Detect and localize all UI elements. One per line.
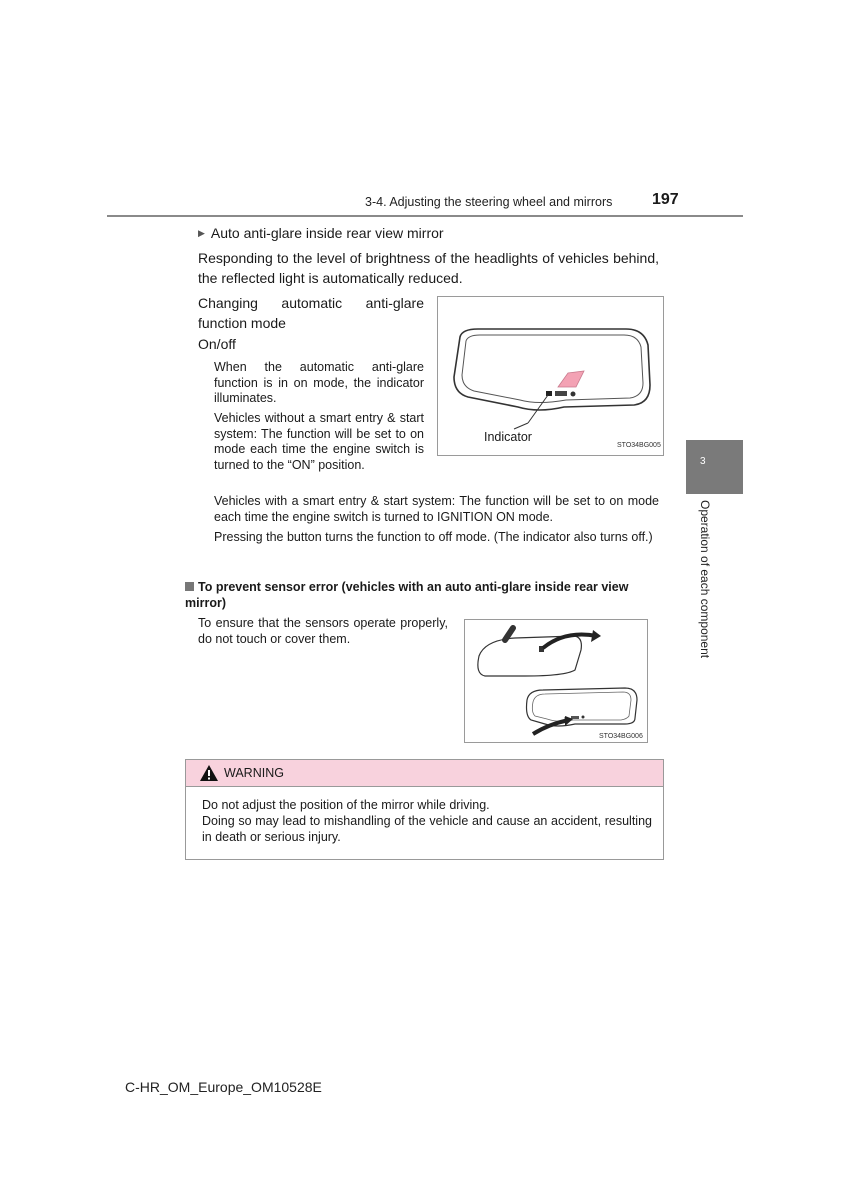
mirror-figure [437,296,664,456]
footer-code: C-HR_OM_Europe_OM10528E [125,1079,322,1095]
chapter-tab [686,440,743,494]
square-icon [185,582,194,591]
paragraph-no-smart-entry: Vehicles without a smart entry & start system: The function will be set to on mode each time the engine switch is turned to the “ON” position. [214,411,424,472]
section-title: To prevent sensor error (vehicles with an auto anti-glare inside rear view mirror) [185,580,629,610]
warning-text [202,797,652,845]
warning-title: WARNING [224,766,284,780]
onoff-heading: On/off [198,336,236,352]
page-number: 197 [652,191,679,208]
paragraph-smart-entry: Vehicles with a smart entry & start system: The function will be set to on mode each time the engine switch is turned to IGNITION ON mode. [214,494,659,524]
paragraph-off-mode: Pressing the button turns the function to off mode. (The indicator also turns off.) [214,530,653,544]
chapter-number: 3 [700,456,706,467]
running-header: 3-4. Adjusting the steering wheel and mirrors [365,195,613,209]
sensor-illustration [465,620,647,742]
chapter-title-vertical: Operation of each component [698,500,712,659]
indicator-label: Indicator [484,430,532,444]
subsection-title: Auto anti-glare inside rear view mirror [210,225,444,241]
warning-line-2: Doing so may lead to mishandling of the vehicle and cause an accident, resulting in death or serious injury. [202,814,652,844]
paragraph-indicator: When the automatic anti-glare function is in on mode, the indicator illuminates. [214,360,424,405]
figure-code: STO34BG005 [617,442,661,449]
mirror-illustration [438,297,663,455]
subsection-heading [198,225,444,241]
warning-header [186,760,663,787]
change-mode-heading: Changing automatic anti-glare function mode [198,295,424,331]
section-heading [185,579,663,611]
warning-triangle-icon [199,764,219,782]
sensor-figure [464,619,648,743]
triangle-right-icon: ▶ [198,228,205,238]
intro-paragraph: Responding to the level of brightness of the headlights of vehicles behind, the reflected light is automatically reduced. [198,250,659,286]
warning-line-1: Do not adjust the position of the mirror while driving. [202,798,490,812]
warning-box [185,759,664,860]
header-rule [107,215,743,217]
sensor-paragraph: To ensure that the sensors operate properly, do not touch or cover them. [198,616,448,646]
figure-code-2: STO34BG006 [599,733,643,740]
